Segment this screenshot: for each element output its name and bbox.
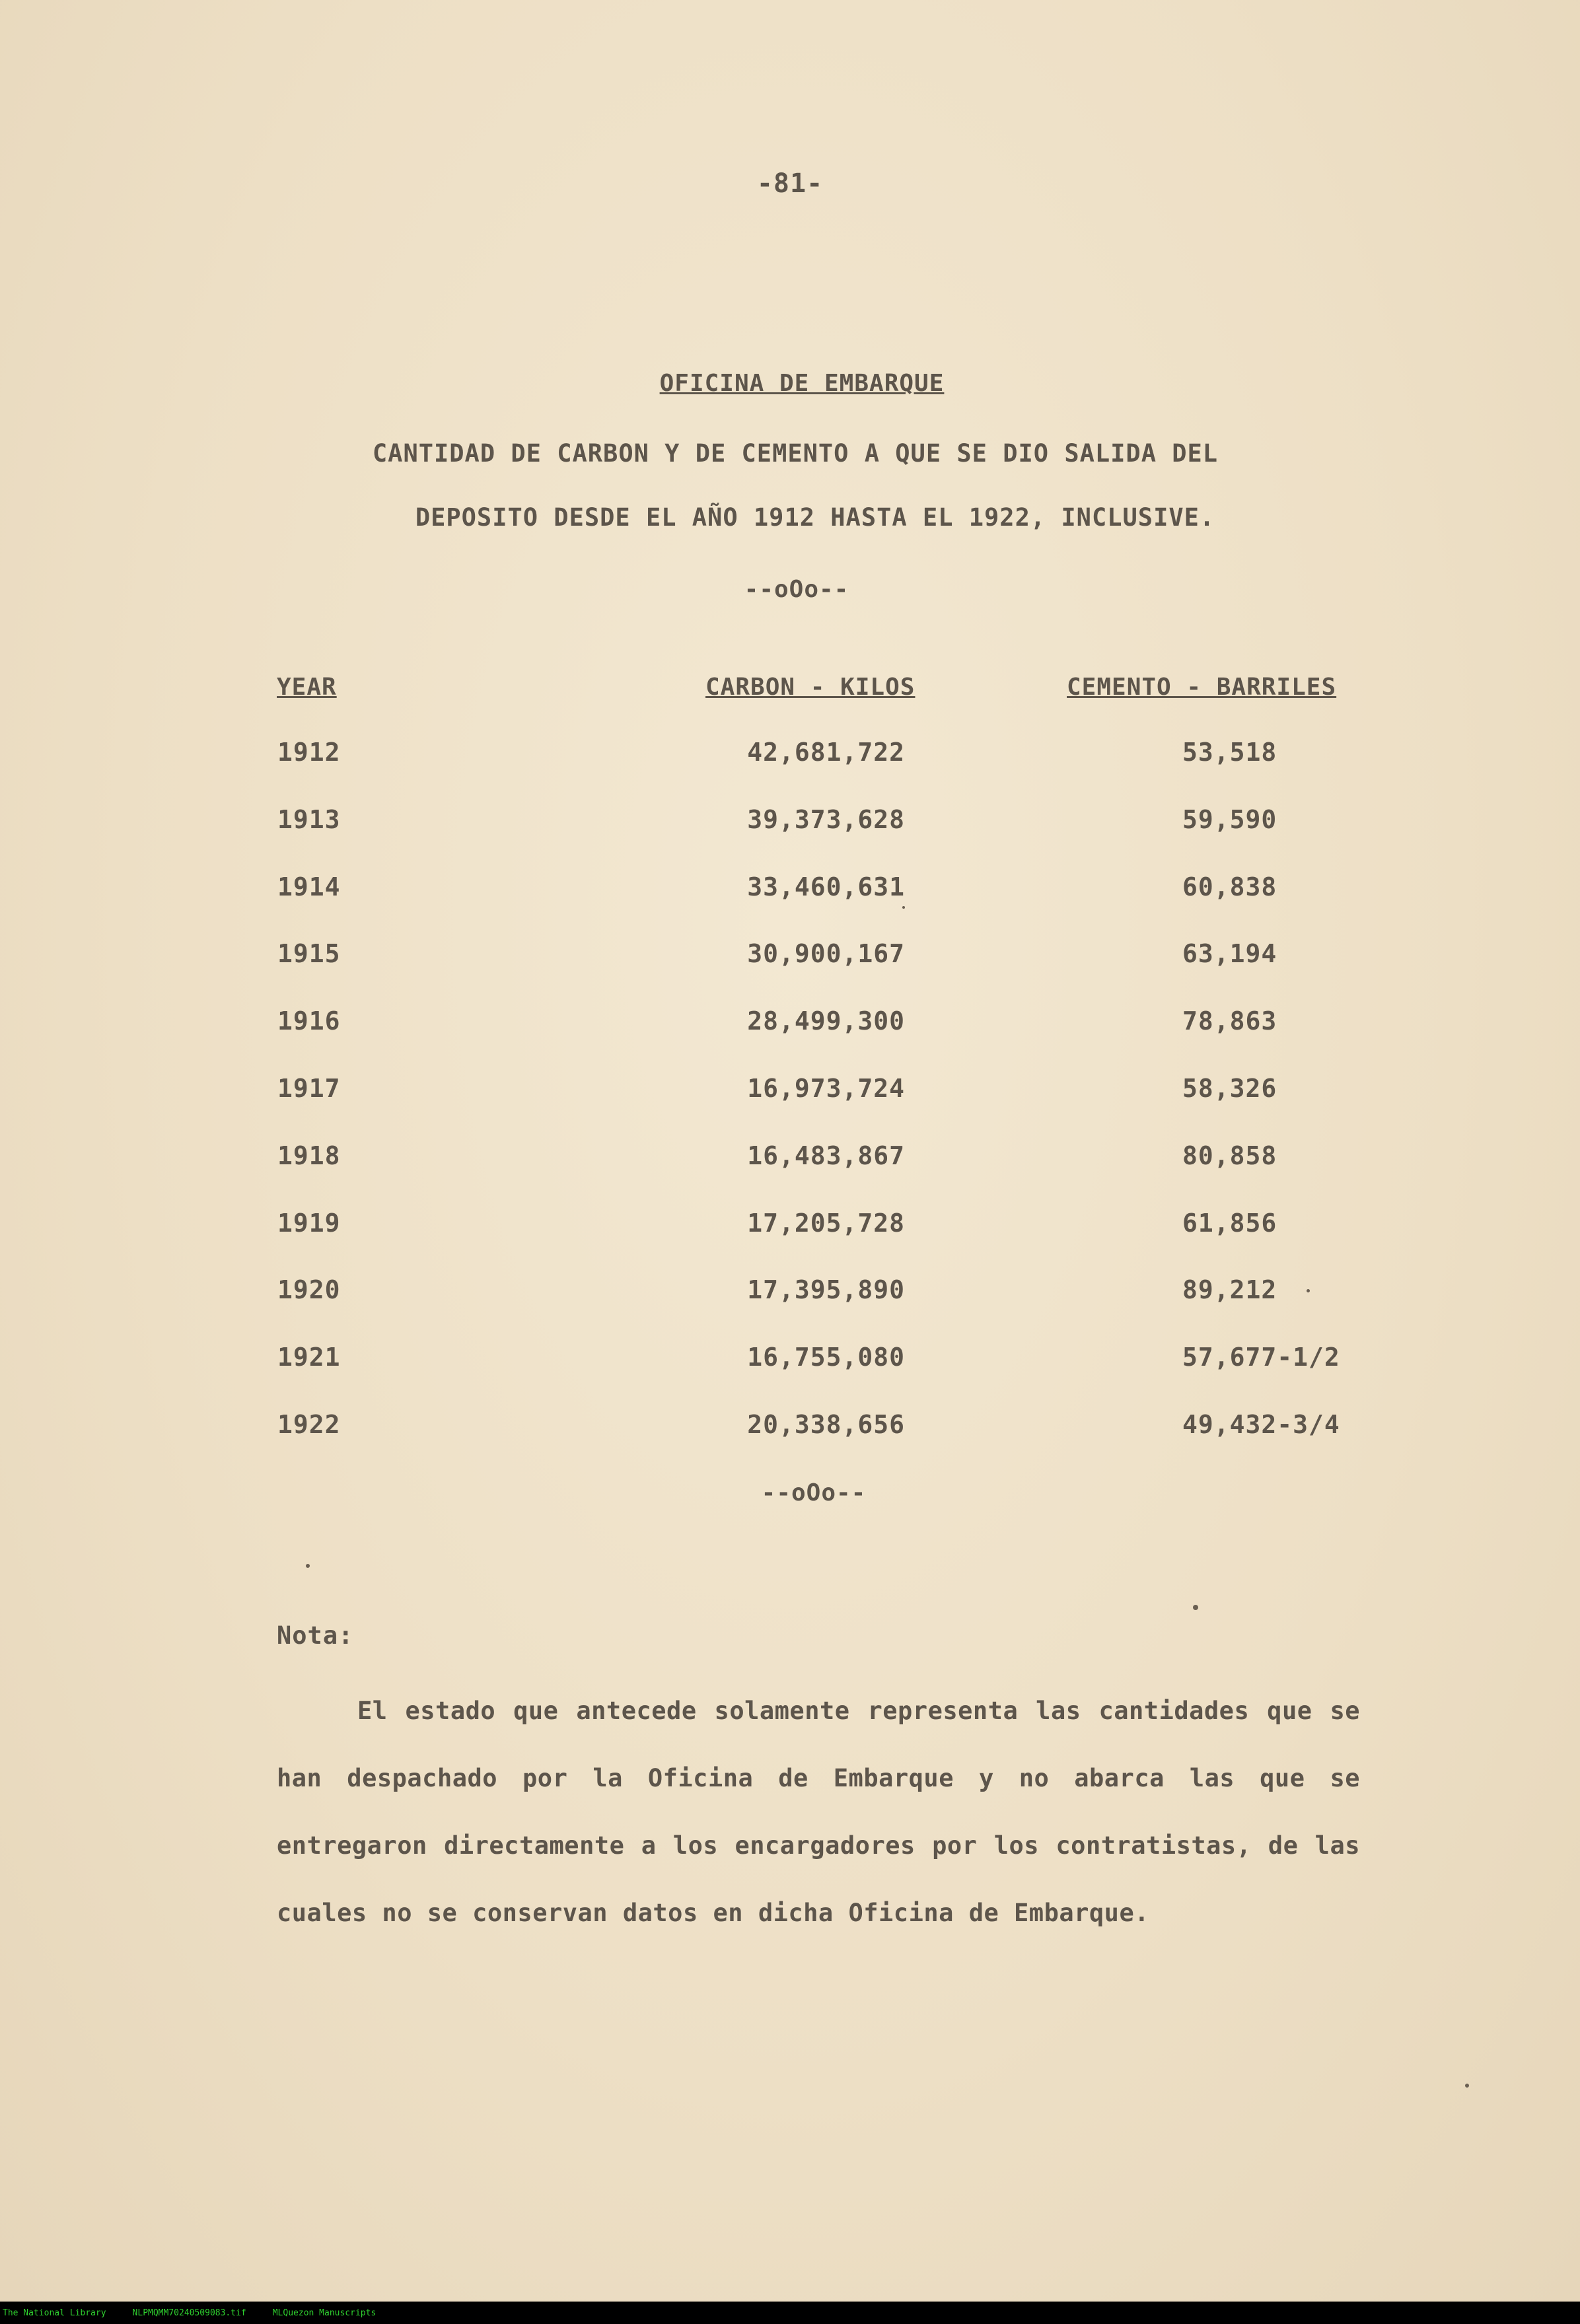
table-cell-year: 1920 <box>277 1275 341 1304</box>
ink-speck <box>1307 1289 1310 1292</box>
table-cell-year: 1916 <box>277 1006 341 1036</box>
table-cell-carbon: 16,973,724 <box>747 1074 905 1103</box>
table-cell-cemento: 53,518 <box>1182 738 1277 767</box>
table-cell-year: 1912 <box>277 738 341 767</box>
table-cell-carbon: 17,205,728 <box>747 1209 905 1238</box>
document-heading: OFICINA DE EMBARQUE <box>659 370 945 397</box>
table-cell-cemento: 58,326 <box>1182 1074 1277 1103</box>
table-cell-year: 1914 <box>277 872 341 901</box>
column-header-carbon: CARBON - KILOS <box>705 674 916 701</box>
table-cell-carbon: 28,499,300 <box>747 1006 905 1036</box>
table-cell-year: 1915 <box>277 939 341 968</box>
ink-speck <box>306 1564 310 1568</box>
table-cell-cemento: 57,677-1/2 <box>1182 1343 1340 1372</box>
note-label: Nota: <box>277 1621 354 1650</box>
note-text: El estado que antecede solamente representa las cantidades que se han despachado por la Oficina de Embarque y no abarca las que se entregaron directamente a los encargadores por los contratistas, de las cuales no se conservan datos en dicha Oficina de Embarque. <box>277 1697 1360 1927</box>
table-cell-cemento: 61,856 <box>1182 1209 1277 1238</box>
table-cell-carbon: 16,755,080 <box>747 1343 905 1372</box>
table-cell-carbon: 33,460,631 <box>747 872 905 901</box>
table-cell-year: 1913 <box>277 805 341 834</box>
table-cell-cemento: 49,432-3/4 <box>1182 1410 1340 1439</box>
table-cell-cemento: 63,194 <box>1182 939 1277 968</box>
table-cell-carbon: 42,681,722 <box>747 738 905 767</box>
table-cell-carbon: 17,395,890 <box>747 1275 905 1304</box>
table-cell-carbon: 16,483,867 <box>747 1141 905 1170</box>
table-cell-carbon: 39,373,628 <box>747 805 905 834</box>
table-cell-year: 1919 <box>277 1209 341 1238</box>
column-header-cemento: CEMENTO - BARRILES <box>1067 674 1337 701</box>
table-cell-carbon: 20,338,656 <box>747 1410 905 1439</box>
table-cell-year: 1922 <box>277 1410 341 1439</box>
separator-top: --oOo-- <box>744 576 849 603</box>
footer-source: The National Library <box>3 2307 106 2318</box>
table-cell-cemento: 80,858 <box>1182 1141 1277 1170</box>
title-line-1: CANTIDAD DE CARBON Y DE CEMENTO A QUE SE DIO SALIDA DEL <box>372 439 1219 468</box>
ink-speck <box>902 906 905 909</box>
table-cell-cemento: 60,838 <box>1182 872 1277 901</box>
page-number: -81- <box>756 168 824 199</box>
footer-file: NLPMQMM70240509083.tif <box>132 2307 246 2318</box>
table-cell-year: 1917 <box>277 1074 341 1103</box>
table-cell-cemento: 89,212 <box>1182 1275 1277 1304</box>
archive-footer <box>0 2302 1580 2324</box>
table-cell-cemento: 59,590 <box>1182 805 1277 834</box>
table-cell-year: 1921 <box>277 1343 341 1372</box>
table-cell-carbon: 30,900,167 <box>747 939 905 968</box>
separator-bottom: --oOo-- <box>761 1479 867 1506</box>
title-line-2: DEPOSITO DESDE EL AÑO 1912 HASTA EL 1922, INCLUSIVE. <box>415 503 1215 532</box>
ink-speck <box>1465 2084 1469 2088</box>
table-cell-year: 1918 <box>277 1141 341 1170</box>
column-header-year: YEAR <box>277 674 337 701</box>
footer-collection: MLQuezon Manuscripts <box>272 2307 377 2318</box>
table-cell-cemento: 78,863 <box>1182 1006 1277 1036</box>
ink-speck <box>1193 1605 1198 1610</box>
